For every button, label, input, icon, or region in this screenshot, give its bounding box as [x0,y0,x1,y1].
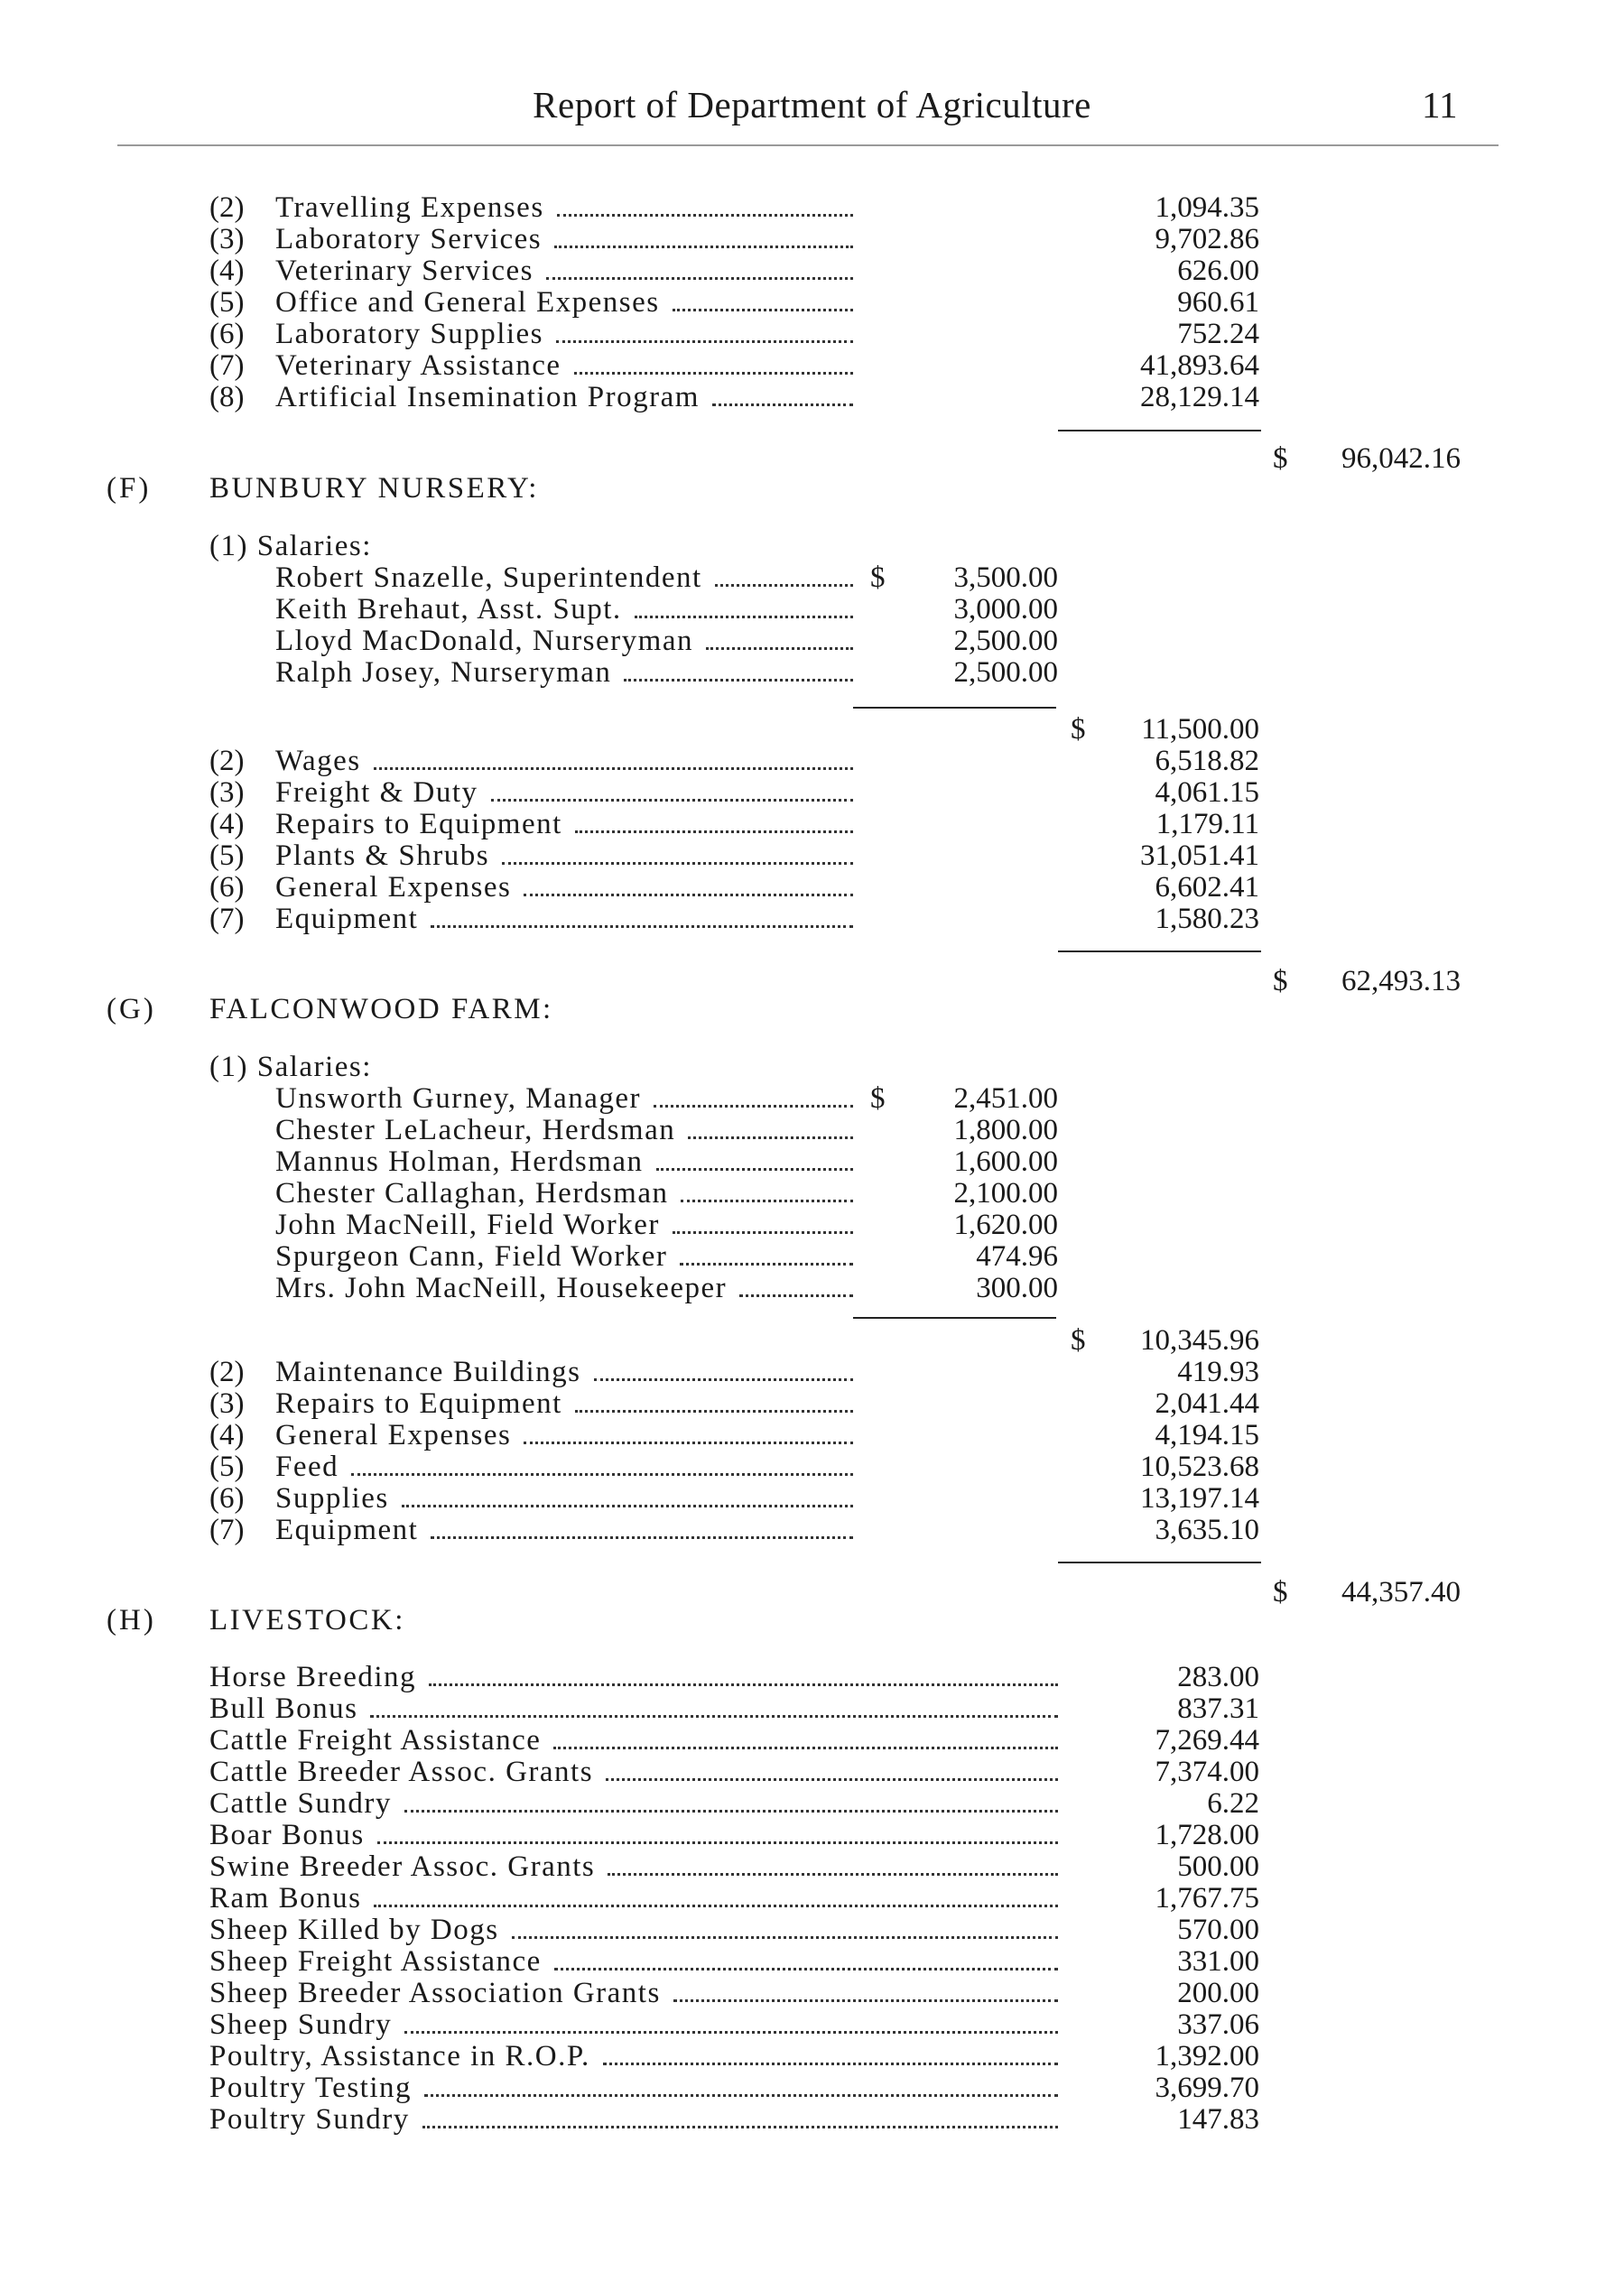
item-amount: 4,194.15 [1155,1419,1259,1451]
item-label: Repairs to Equipment [275,1387,562,1420]
header-divider [117,144,1499,146]
item-amount: 7,269.44 [1155,1724,1259,1757]
salary-row [0,593,1624,626]
page-header-title: Report of Department of Agriculture [533,84,1091,125]
item-amount: 1,580.23 [1155,903,1259,935]
dot-leader [402,1505,853,1507]
page-number: 11 [1422,84,1458,125]
item-amount: 2,041.44 [1155,1387,1259,1420]
item-amount: 7,374.00 [1155,1756,1259,1788]
item-label: Poultry Testing [209,2072,413,2104]
item-amount: 6.22 [1207,1787,1259,1820]
salary-row [0,1177,1624,1210]
item-amount: 13,197.14 [1140,1482,1259,1515]
livestock-row [0,1945,1624,1978]
section-title: FALCONWOOD FARM: [209,993,553,1025]
item-amount: 752.24 [1177,318,1259,350]
dot-leader [377,1841,1058,1844]
item-amount: 6,602.41 [1155,871,1259,904]
dot-leader [431,1536,853,1539]
salaries-rule [853,707,1056,709]
dot-leader [673,309,853,311]
livestock-row [0,2072,1624,2104]
line-item [0,1482,1624,1515]
dot-leader [673,1999,1058,2002]
section-total-row [0,442,1624,475]
item-amount: 4,061.15 [1155,776,1259,809]
item-amount: 147.83 [1177,2103,1259,2136]
dot-leader [431,925,853,928]
livestock-row [0,1661,1624,1693]
section-heading [0,1604,1624,1637]
item-number: (6) [209,871,245,904]
dot-leader [422,2126,1058,2128]
item-label: Wages [275,745,361,777]
dot-leader [557,214,853,217]
item-label: Equipment [275,903,419,935]
item-number: (5) [209,1451,245,1483]
item-label: Cattle Freight Assistance [209,1724,542,1757]
item-amount: 28,129.14 [1140,381,1259,413]
livestock-row [0,1819,1624,1851]
item-amount: 331.00 [1177,1945,1259,1978]
salaries-heading: (1) Salaries: [209,1051,372,1083]
item-amount: 41,893.64 [1140,349,1259,382]
salary-row [0,1114,1624,1146]
livestock-row [0,1787,1624,1820]
line-item [0,1419,1624,1451]
dot-leader [688,1136,853,1139]
total-amount: 96,042.16 [1341,442,1461,475]
item-amount: 419.93 [1177,1356,1259,1388]
total-amount: 62,493.13 [1341,965,1461,997]
dot-leader [404,1810,1058,1813]
dot-leader [502,862,853,865]
item-label: Laboratory Supplies [275,318,544,350]
item-amount: 500.00 [1177,1850,1259,1883]
dot-leader [556,340,853,343]
item-amount: 837.31 [1177,1692,1259,1725]
item-amount: 474.96 [976,1240,1058,1273]
dot-leader [575,830,853,833]
livestock-row [0,1977,1624,2009]
item-label: Sheep Breeder Association Grants [209,1977,661,2009]
salary-row [0,656,1624,689]
salary-row [0,1145,1624,1178]
item-amount: 283.00 [1177,1661,1259,1693]
dot-leader [624,679,853,682]
item-number: (2) [209,191,245,224]
item-label: Poultry, Assistance in R.O.P. [209,2040,590,2072]
item-label: Chester LeLacheur, Herdsman [275,1114,676,1146]
section-heading [0,472,1624,505]
dot-leader [374,767,853,770]
item-amount: 1,728.00 [1155,1819,1259,1851]
item-number: (3) [209,1387,245,1420]
line-item [0,349,1624,382]
item-label: Laboratory Services [275,223,543,255]
salaries-label [0,530,1624,562]
dot-leader [546,277,853,280]
dot-leader [575,1410,853,1413]
salary-row [0,1082,1624,1115]
item-label: Freight & Duty [275,776,478,809]
line-item [0,1356,1624,1388]
item-label: Chester Callaghan, Herdsman [275,1177,669,1210]
item-amount: 9,702.86 [1155,223,1259,255]
item-amount: 2,500.00 [953,625,1058,657]
item-number: (8) [209,381,245,413]
salary-row [0,1209,1624,1241]
dollar-sign: $ [870,1082,886,1115]
line-item [0,286,1624,319]
section-title: LIVESTOCK: [209,1604,405,1637]
item-amount: 3,635.10 [1155,1514,1259,1546]
item-label: Equipment [275,1514,419,1546]
line-item [0,1514,1624,1546]
dot-leader [524,1442,853,1444]
dot-leader [739,1294,853,1297]
item-label: Feed [275,1451,339,1483]
dot-leader [681,1200,853,1202]
item-amount: 6,518.82 [1155,745,1259,777]
livestock-row [0,1756,1624,1788]
dot-leader [673,1231,853,1234]
dot-leader [656,1168,853,1171]
item-label: Swine Breeder Assoc. Grants [209,1850,596,1883]
item-label: Veterinary Assistance [275,349,561,382]
line-item [0,776,1624,809]
dot-leader [404,2031,1058,2034]
item-label: Sheep Sundry [209,2008,393,2041]
dot-leader [370,1715,1058,1718]
total-amount: 11,500.00 [1141,713,1259,746]
item-amount: 2,100.00 [953,1177,1058,1210]
item-label: Keith Brehaut, Asst. Supt. [275,593,622,626]
salary-row [0,625,1624,657]
item-amount: 960.61 [1177,286,1259,319]
item-label: Supplies [275,1482,389,1515]
dot-leader [603,2063,1058,2065]
section-letter: (G) [107,993,156,1025]
section-letter: (F) [107,472,152,505]
dot-leader [706,647,853,650]
item-label: Bull Bonus [209,1692,358,1725]
item-number: (6) [209,318,245,350]
livestock-row [0,1914,1624,1946]
dot-leader [554,1968,1058,1970]
line-item [0,191,1624,224]
item-amount: 1,179.11 [1155,808,1259,840]
dollar-sign: $ [1273,1576,1288,1609]
dot-leader [635,616,853,618]
item-number: (7) [209,903,245,935]
dollar-sign: $ [1273,965,1288,997]
item-amount: 3,500.00 [953,561,1058,594]
item-amount: 3,699.70 [1155,2072,1259,2104]
item-amount: 31,051.41 [1140,839,1259,872]
dot-leader [654,1105,853,1108]
item-amount: 1,767.75 [1155,1882,1259,1915]
item-label: Cattle Breeder Assoc. Grants [209,1756,594,1788]
total-amount: 44,357.40 [1341,1576,1461,1609]
line-item [0,871,1624,904]
item-number: (4) [209,808,245,840]
livestock-row [0,1724,1624,1757]
dot-leader [594,1378,853,1381]
item-label: Veterinary Services [275,255,534,287]
item-amount: 1,620.00 [953,1209,1058,1241]
item-amount: 1,094.35 [1155,191,1259,224]
line-item [0,839,1624,872]
line-item [0,745,1624,777]
salaries-rule [853,1317,1056,1319]
item-label: Horse Breeding [209,1661,417,1693]
item-label: Sheep Freight Assistance [209,1945,542,1978]
item-label: Maintenance Buildings [275,1356,581,1388]
item-label: Ram Bonus [209,1882,362,1915]
item-label: Spurgeon Cann, Field Worker [275,1240,668,1273]
dollar-sign: $ [870,561,886,594]
line-item [0,903,1624,935]
item-label: Boar Bonus [209,1819,365,1851]
subtotal-rule [1058,950,1261,952]
item-amount: 626.00 [1177,255,1259,287]
dot-leader [374,1905,1058,1907]
item-number: (5) [209,839,245,872]
item-number: (2) [209,1356,245,1388]
item-number: (4) [209,1419,245,1451]
item-number: (5) [209,286,245,319]
line-item [0,223,1624,255]
section-heading [0,993,1624,1025]
item-label: General Expenses [275,871,512,904]
line-item [0,808,1624,840]
item-label: Sheep Killed by Dogs [209,1914,499,1946]
item-number: (7) [209,1514,245,1546]
dot-leader [512,1936,1058,1939]
item-label: Lloyd MacDonald, Nurseryman [275,625,693,657]
item-amount: 200.00 [1177,1977,1259,2009]
item-label: Poultry Sundry [209,2103,410,2136]
section-title: BUNBURY NURSERY: [209,472,539,505]
salaries-total-row [0,713,1624,746]
salaries-heading: (1) Salaries: [209,530,372,562]
item-amount: 570.00 [1177,1914,1259,1946]
dot-leader [715,584,853,587]
dot-leader [429,1683,1058,1686]
item-amount: 1,800.00 [953,1114,1058,1146]
livestock-row [0,2008,1624,2041]
line-item [0,255,1624,287]
item-number: (4) [209,255,245,287]
salaries-label [0,1051,1624,1083]
item-label: Ralph Josey, Nurseryman [275,656,612,689]
item-amount: 337.06 [1177,2008,1259,2041]
item-label: Travelling Expenses [275,191,544,224]
item-amount: 300.00 [976,1272,1058,1304]
livestock-row [0,2040,1624,2072]
item-label: Artificial Insemination Program [275,381,700,413]
subtotal-rule [1058,430,1261,431]
item-label: Robert Snazelle, Superintendent [275,561,702,594]
dollar-sign: $ [1071,1324,1086,1357]
line-item [0,1387,1624,1420]
livestock-row [0,2103,1624,2136]
item-label: Mannus Holman, Herdsman [275,1145,644,1178]
dollar-sign: $ [1273,442,1288,475]
dot-leader [424,2094,1058,2097]
item-label: Repairs to Equipment [275,808,562,840]
salary-row [0,561,1624,594]
dot-leader [680,1263,853,1266]
dot-leader [491,799,854,802]
item-amount: 3,000.00 [953,593,1058,626]
item-number: (6) [209,1482,245,1515]
salary-row [0,1240,1624,1273]
livestock-row [0,1850,1624,1883]
dot-leader [351,1473,853,1476]
line-item [0,1451,1624,1483]
item-label: Mrs. John MacNeill, Housekeeper [275,1272,728,1304]
dot-leader [606,1778,1058,1781]
item-label: Office and General Expenses [275,286,660,319]
line-item [0,318,1624,350]
item-amount: 10,523.68 [1140,1451,1259,1483]
item-number: (3) [209,223,245,255]
dot-leader [712,403,853,406]
item-number: (7) [209,349,245,382]
item-label: Plants & Shrubs [275,839,490,872]
dot-leader [524,894,853,896]
item-number: (2) [209,745,245,777]
subtotal-rule [1058,1562,1261,1563]
item-amount: 1,392.00 [1155,2040,1259,2072]
item-label: Unsworth Gurney, Manager [275,1082,642,1115]
dot-leader [553,1747,1058,1749]
total-amount: 10,345.96 [1140,1324,1259,1357]
livestock-row [0,1692,1624,1725]
item-label: John MacNeill, Field Worker [275,1209,660,1241]
dot-leader [554,246,853,248]
dot-leader [608,1873,1058,1876]
livestock-row [0,1882,1624,1915]
salary-row [0,1272,1624,1304]
dollar-sign: $ [1071,713,1086,746]
item-amount: 1,600.00 [953,1145,1058,1178]
section-letter: (H) [107,1604,156,1637]
item-label: General Expenses [275,1419,512,1451]
line-item [0,381,1624,413]
dot-leader [574,372,854,375]
item-amount: 2,451.00 [953,1082,1058,1115]
salaries-total-row [0,1324,1624,1357]
item-amount: 2,500.00 [953,656,1058,689]
item-number: (3) [209,776,245,809]
item-label: Cattle Sundry [209,1787,392,1820]
